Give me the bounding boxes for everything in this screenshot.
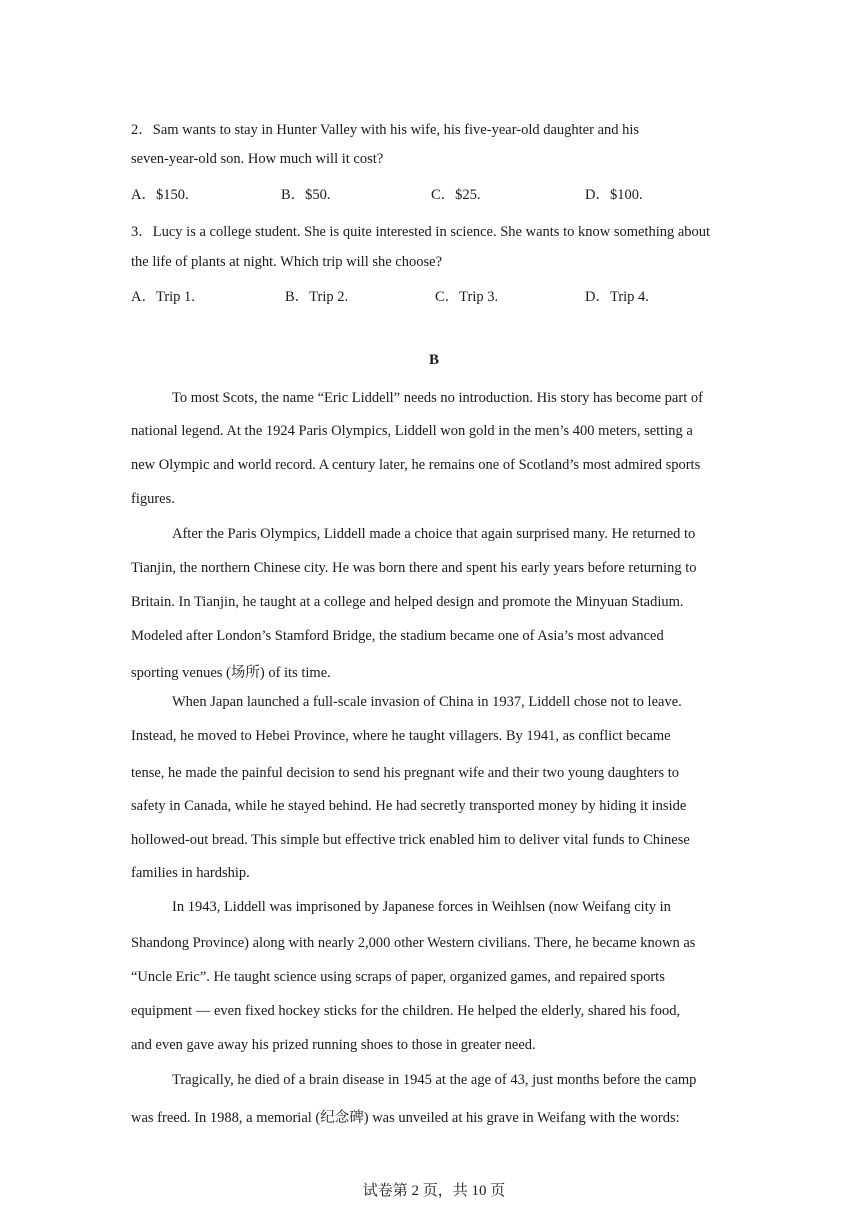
passage-line: After the Paris Olympics, Liddell made a choice that again surprised many. He returned to xyxy=(172,526,696,542)
question-2-line-2: seven-year-old son. How much will it cost? xyxy=(131,151,384,167)
passage-line: Instead, he moved to Hebei Province, where he taught villagers. By 1941, as conflict became xyxy=(131,728,671,744)
passage-line: was freed. In 1988, a memorial (纪念碑) was unveiled at his grave in Weifang with the words: xyxy=(131,1110,680,1126)
passage-line: Shandong Province) along with nearly 2,000 other Western civilians. There, he became known as xyxy=(131,935,696,951)
question-2-option-b: B．$50. xyxy=(281,187,331,203)
passage-line: To most Scots, the name “Eric Liddell” needs no introduction. His story has become part of xyxy=(172,390,703,406)
passage-line: Britain. In Tianjin, he taught at a college and helped design and promote the Minyuan Stadium. xyxy=(131,594,684,610)
passage-line: Tianjin, the northern Chinese city. He was born there and spent his early years before returning to xyxy=(131,560,697,576)
passage-line: sporting venues (场所) of its time. xyxy=(131,665,331,681)
passage-line: families in hardship. xyxy=(131,865,250,881)
section-title: B xyxy=(428,352,439,368)
question-3-option-d: D．Trip 4. xyxy=(585,289,649,305)
question-2-line-1: 2．Sam wants to stay in Hunter Valley with his wife, his five-year-old daughter and his xyxy=(131,122,640,138)
question-3-line-1: 3．Lucy is a college student. She is quite interested in science. She wants to know something about xyxy=(131,224,711,240)
page-footer: 试卷第 2 页，共 10 页 xyxy=(362,1183,506,1199)
passage-line: and even gave away his prized running shoes to those in greater need. xyxy=(131,1037,536,1053)
question-3-option-b: B．Trip 2. xyxy=(285,289,349,305)
question-3-option-c: C．Trip 3. xyxy=(435,289,499,305)
passage-line: In 1943, Liddell was imprisoned by Japanese forces in Weihlsen (now Weifang city in xyxy=(172,899,671,915)
question-2-option-c: C．$25. xyxy=(431,187,481,203)
passage-line: new Olympic and world record. A century later, he remains one of Scotland’s most admired sports xyxy=(131,457,701,473)
passage-line: Tragically, he died of a brain disease in 1945 at the age of 43, just months before the camp xyxy=(172,1072,697,1088)
question-2-option-a: A．$150. xyxy=(131,187,189,203)
passage-line: equipment — even fixed hockey sticks for the children. He helped the elderly, shared his food, xyxy=(131,1003,681,1019)
question-3-option-a: A．Trip 1. xyxy=(131,289,195,305)
passage-line: Modeled after London’s Stamford Bridge, the stadium became one of Asia’s most advanced xyxy=(131,628,664,644)
question-3-line-2: the life of plants at night. Which trip will she choose? xyxy=(131,254,443,270)
passage-line: figures. xyxy=(131,491,175,507)
passage-line: “Uncle Eric”. He taught science using scraps of paper, organized games, and repaired sports xyxy=(131,969,665,985)
passage-line: When Japan launched a full-scale invasion of China in 1937, Liddell chose not to leave. xyxy=(172,694,682,710)
passage-line: safety in Canada, while he stayed behind. He had secretly transported money by hiding it inside xyxy=(131,798,687,814)
passage-line: tense, he made the painful decision to send his pregnant wife and their two young daughters to xyxy=(131,765,680,781)
question-2-option-d: D．$100. xyxy=(585,187,643,203)
passage-line: hollowed-out bread. This simple but effective trick enabled him to deliver vital funds to Chinese xyxy=(131,832,690,848)
passage-line: national legend. At the 1924 Paris Olympics, Liddell won gold in the men’s 400 meters, setting a xyxy=(131,423,693,439)
